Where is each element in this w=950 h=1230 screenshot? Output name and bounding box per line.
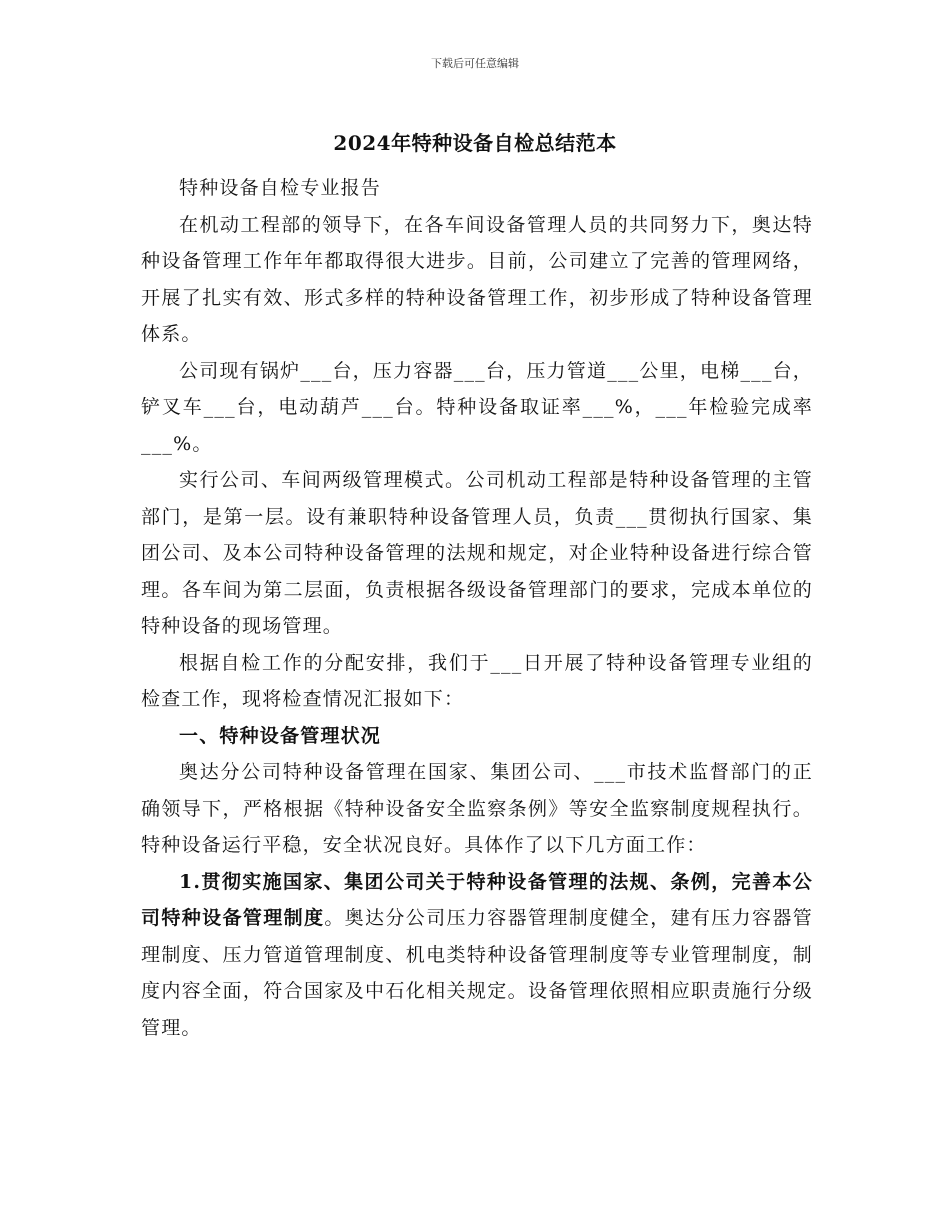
page-header-note: 下载后可任意编辑: [431, 57, 519, 70]
paragraph: 在机动工程部的领导下，在各车间设备管理人员的共同努力下，奥达特种设备管理工作年年都取得很大进步。目前，公司建立了完善的管理网络，开展了扎实有效、形式多样的特种设备管理工作，初步形成了特种设备管理体系。: [141, 213, 813, 345]
paragraph: 公司现有锅炉___台，压力容器___台，压力管道___公里，电梯___台，铲叉车___台，电动葫芦___台。特种设备取证率___%，___年检验完成率___%。: [141, 359, 813, 455]
paragraph: 特种设备自检专业报告: [179, 177, 382, 199]
section-heading: 一、特种设备管理状况: [179, 724, 382, 747]
paragraph: 奥达分公司特种设备管理在国家、集团公司、___市技术监督部门的正确领导下，严格根据《特种设备安全监察条例》等安全监察制度规程执行。特种设备运行平稳，安全状况良好。具体作了以下几方面工作：: [141, 761, 813, 856]
paragraph: [141, 864, 813, 1047]
document-body: [141, 170, 813, 1046]
paragraph: 根据自检工作的分配安排，我们于___日开展了特种设备管理专业组的检查工作，现将检查情况汇报如下：: [141, 651, 813, 710]
document-title: 2024年特种设备自检总结范本: [333, 131, 617, 155]
paragraph: 实行公司、车间两级管理模式。公司机动工程部是特种设备管理的主管部门，是第一层。设有兼职特种设备管理人员，负责___贯彻执行国家、集团公司、及本公司特种设备管理的法规和规定，对企业特种设备进行综合管理。各车间为第二层面，负责根据各级设备管理部门的要求，完成本单位的特种设备的现场管理。: [141, 469, 813, 637]
item-text: 。奥达分公司压力容器管理制度健全，建有压力容器管理制度、压力管道管理制度、机电类特种设备管理制度等专业管理制度，制度内容全面，符合国家及中石化相关规定。设备管理依照相应职责施行分级管理。: [141, 907, 813, 1039]
item-lead-bold: 1.贯彻实施国家、集团公司关于特种设备管理的法规、条例，完善本公司特种设备管理制度: [141, 870, 813, 929]
